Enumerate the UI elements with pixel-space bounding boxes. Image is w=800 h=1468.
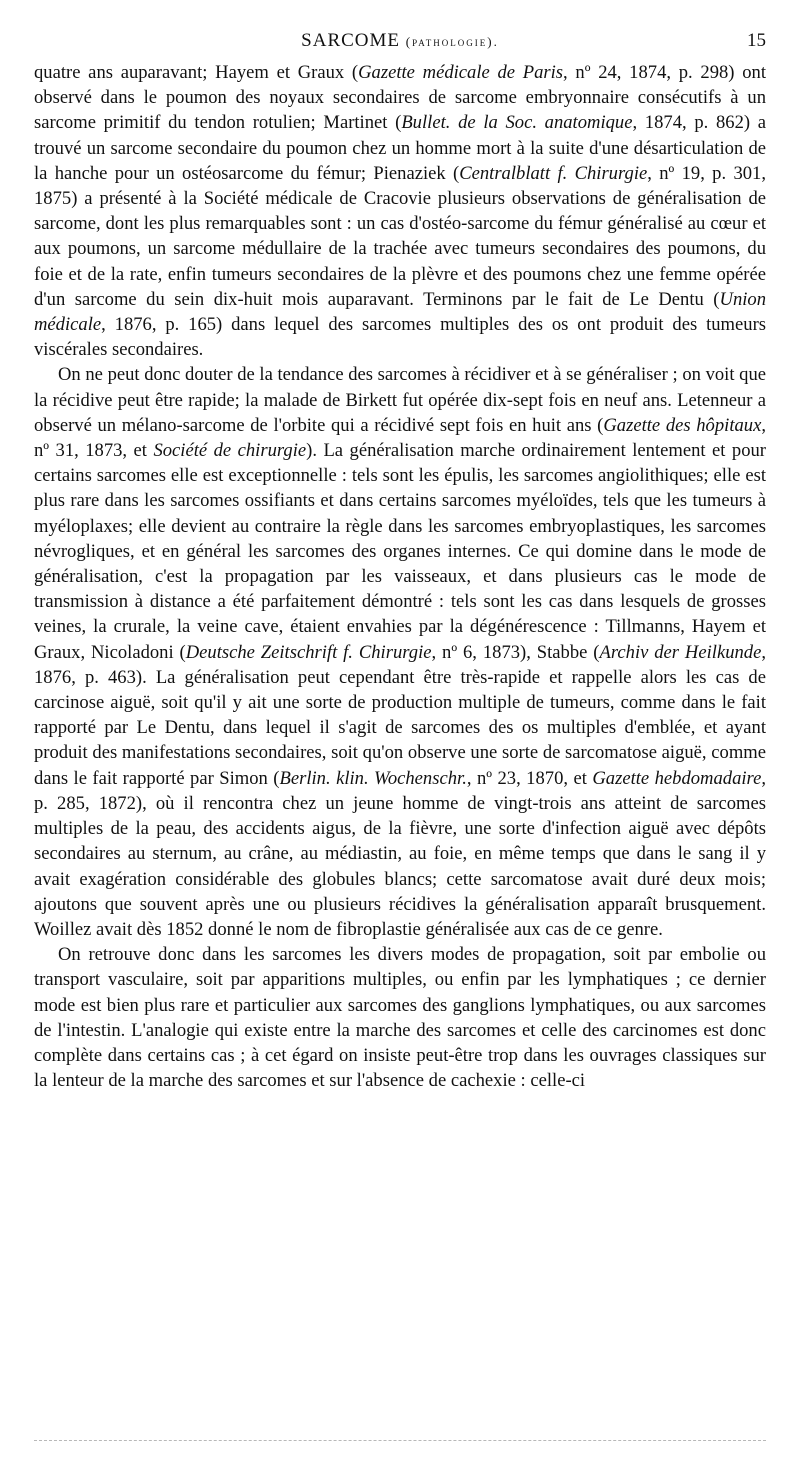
text-run: , nº 19, p. 301, 1875) a présenté à la Société médicale de Cracovie plusieurs observations de généralisation de sarcome, dont les plus remarquables sont : un cas d'ostéo-sarcome du fémur généralisé au cœur et aux poumons, un sarcome médullaire de la trachée avec tumeurs secondaires des poumons, du foie et de la rate, enfin tumeurs secondaires de la plèvre et des poumons chez une femme opérée d'un sarcome du sein dix-huit mois auparavant. Terminons par le fait de Le Dentu ( xyxy=(34,162,766,310)
text-run: , nº 6, 1873), Stabbe ( xyxy=(431,641,600,663)
text-run: , 1876, p. 165) dans lequel des sarcomes multiples des os ont produit des tumeurs viscérales secondaires. xyxy=(34,314,766,361)
paragraph-2 xyxy=(34,362,766,942)
citation-text: Société de chirurgie xyxy=(153,440,307,462)
text-run: , nº 31, 1873, et xyxy=(34,414,766,462)
text-run: , 1874, p. 862) a trouvé un sarcome secondaire du poumon chez un homme mort à la suite d'une désarticulation de la hanche pour un ostéosarcome du fémur; Pienaziek ( xyxy=(34,112,767,184)
footer-rule xyxy=(34,1440,766,1441)
running-head-title: SARCOME xyxy=(301,30,401,51)
citation-text: Bullet. de la Soc. anatomique xyxy=(401,112,633,134)
page-number: 15 xyxy=(747,30,766,51)
citation-text: Archiv der Heilkunde xyxy=(599,641,762,663)
citation-text: Union médicale xyxy=(34,288,766,336)
citation-text: Gazette des hôpitaux xyxy=(603,414,762,436)
running-head xyxy=(34,30,766,52)
text-run: On retrouve donc dans les sarcomes les divers modes de propagation, soit par embolie ou transport vasculaire, soit par apparitions multiples, ou enfin par les lymphatiques ; ce dernier mode est bien plus rare et particulier aux sarcomes des ganglions lymphatiques, ou aux sarcomes de l'intestin. L'analogie qui existe entre la marche des sarcomes et celle des carcinomes est donc complète dans certains cas ; à cet égard on insiste peut-être trop dans les ouvrages classiques sur la lenteur de la marche des sarcomes et sur l'absence de cachexie : celle-ci xyxy=(34,944,766,1092)
text-run: , nº 24, 1874, p. 298) ont observé dans le poumon des noyaux secondaires de sarcome embryonnaire consécutifs à un sarcome primitif du tendon rotulien; Martinet ( xyxy=(34,62,766,134)
paragraph-1 xyxy=(34,60,766,362)
citation-text: Centralblatt f. Chirurgie xyxy=(459,162,648,184)
citation-text: Gazette médicale de Paris xyxy=(358,62,564,83)
text-run: quatre ans auparavant; Hayem et Graux ( xyxy=(34,62,359,83)
paragraph-3 xyxy=(34,942,766,1093)
citation-text: Gazette hebdomadaire xyxy=(592,767,762,789)
running-head-subtitle: (pathologie). xyxy=(405,34,499,49)
text-run: , 1876, p. 463). La généralisation peut cependant être très-rapide et rappelle alors les cas de carcinose aiguë, soit qu'il y ait une sorte de production multiple de tumeurs, comme dans le fait rapporté par Le Dentu, dans lequel il s'agit de sarcomes des os multiples d'emblée, et ayant produit des manifestations secondaires, soit qu'on observe une sorte de sarcomatose aiguë, comme dans le fait rapporté par Simon ( xyxy=(34,641,766,789)
text-run: On ne peut donc douter de la tendance des sarcomes à récidiver et à se généraliser ; on voit que la récidive peut être rapide; la malade de Birkett fut opérée dix-sept fois en neuf ans. Letenneur a observé un mélano-sarcome de l'orbite qui a récidivé sept fois en huit ans ( xyxy=(34,364,766,436)
page-header xyxy=(34,30,766,56)
text-run: , p. 285, 1872), où il rencontra chez un jeune homme de vingt-trois ans atteint de sarcomes multiples de la peau, des accidents aigus, de la fièvre, une sorte d'infection aiguë avec dépôts secondaires au sternum, au crâne, au médiastin, au foie, en même temps que dans le sang il y avait exagération considérable des globules blancs; cette sarcomatose avait duré deux mois; ajoutons que souvent après une ou plusieurs récidives la généralisation apparaît brusquement. Woillez avait dès 1852 donné le nom de fibroplastie généralisée aux cas de ce genre. xyxy=(34,767,766,940)
citation-text: Deutsche Zeitschrift f. Chirurgie xyxy=(185,641,432,663)
text-run: , nº 23, 1870, et xyxy=(466,767,593,789)
text-run: ). La généralisation marche ordinairement lentement et pour certains sarcomes elle est exceptionnelle : tels sont les épulis, les sarcomes angiolithiques; elle est plus rare dans les sarcomes ossifiants et dans certains sarcomes myéloïdes, tels que les tumeurs à myéloplaxes; elle devient au contraire la règle dans les sarcomes embryoplastiques, les sarcomes névrogliques, et en général les sarcomes des organes internes. Ce qui domine dans le mode de généralisation, c'est la propagation par les vaisseaux, et dans plusieurs cas le mode de transmission à distance a été parfaitement démontré : tels sont les cas dans lesquels de grosses veines, la crurale, la veine cave, étaient envahies par la dégénérescence : Tillmanns, Hayem et Graux, Nicoladoni ( xyxy=(34,440,766,663)
body-text xyxy=(34,60,766,1093)
citation-text: Berlin. klin. Wochenschr. xyxy=(279,767,467,789)
